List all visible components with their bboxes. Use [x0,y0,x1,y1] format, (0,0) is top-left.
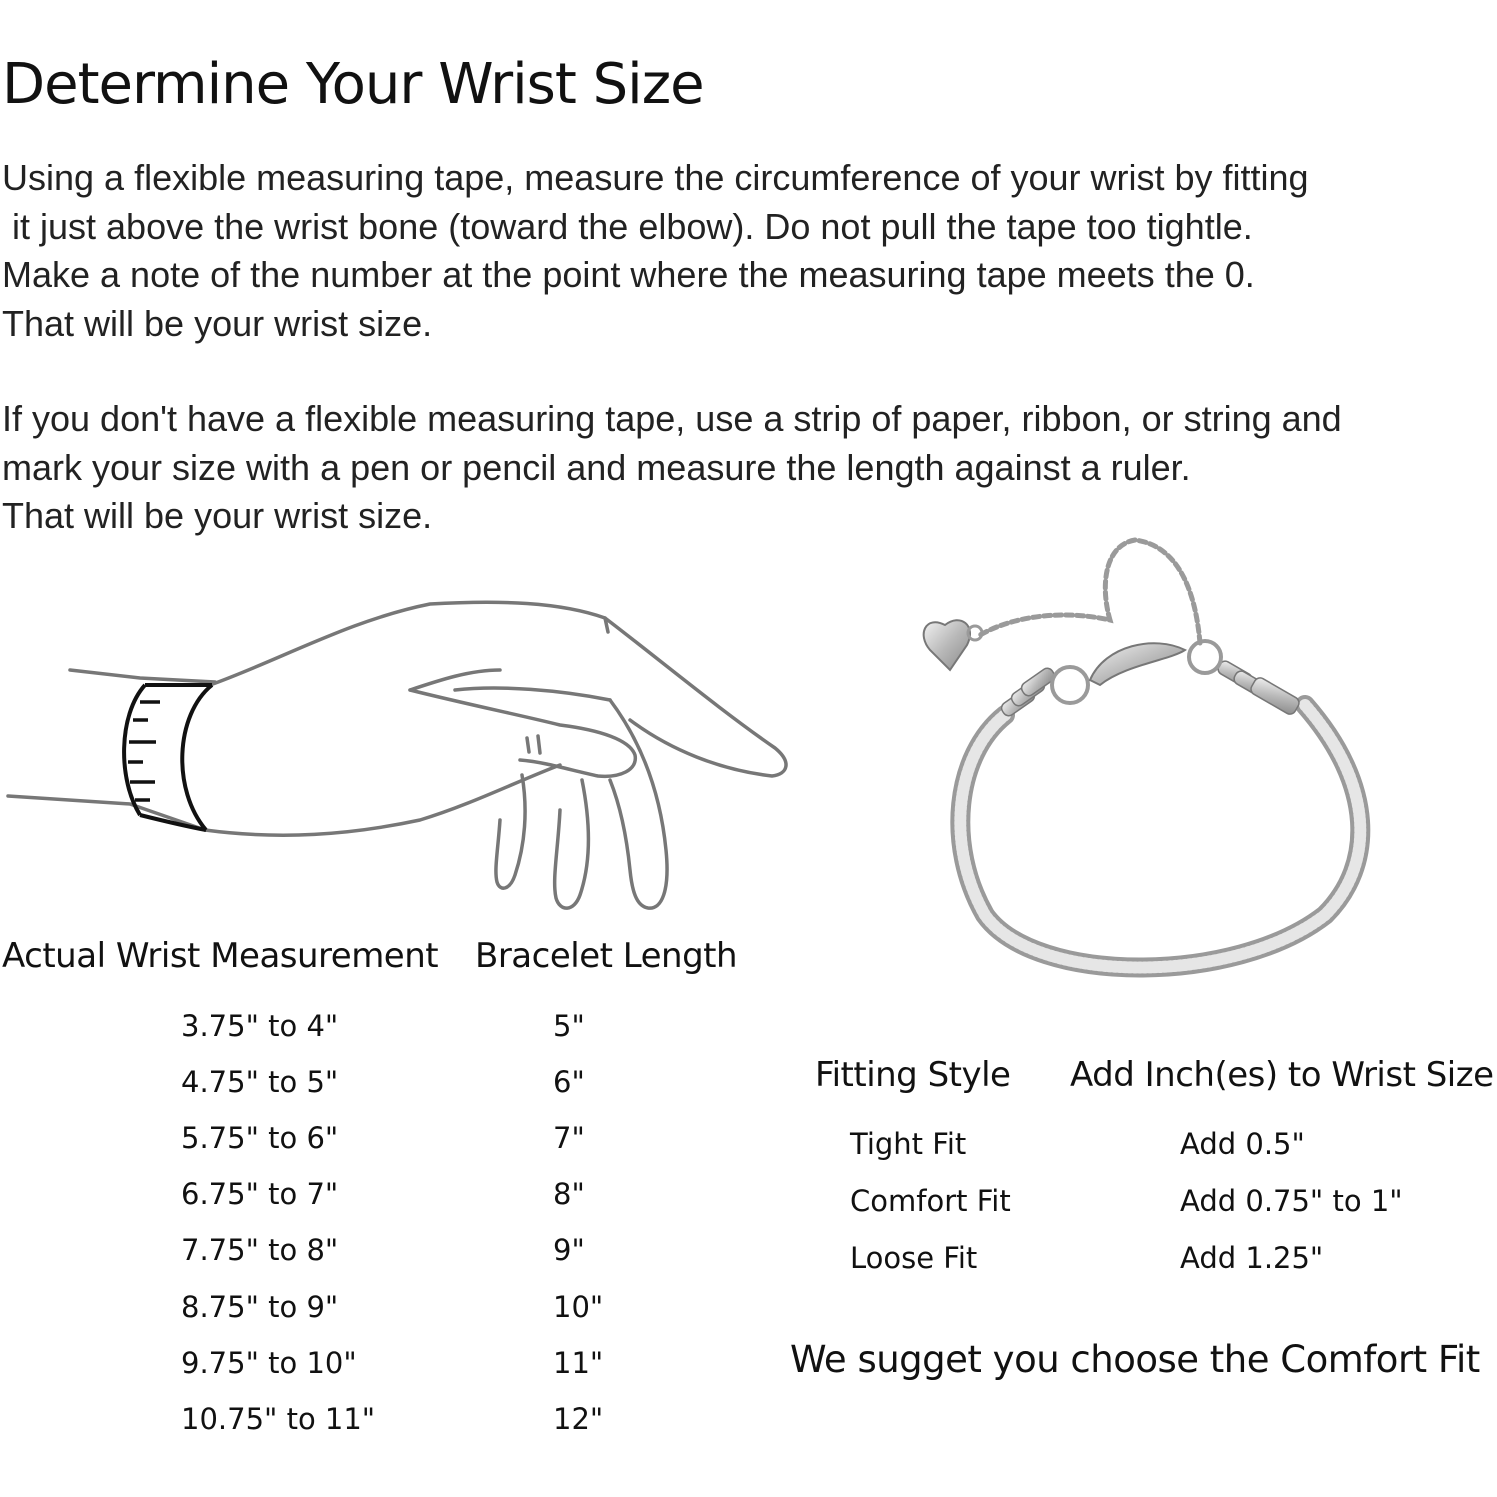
wrist-measurement-cell: 3.75" to 4" [181,1009,339,1043]
hand-with-measuring-tape-icon [0,590,800,920]
bracelet-length-cell: 6" [553,1065,585,1099]
comfort-fit-suggestion: We sugget you choose the Comfort Fit [790,1338,1480,1381]
instructions-paragraph-2 [2,395,1342,541]
bracelet-length-cell: 7" [553,1121,585,1155]
paragraph-line: Using a flexible measuring tape, measure the circumference of your wrist by fitting [2,157,1309,198]
paragraph-line: That will be your wrist size. [2,302,433,344]
fit-add-cell: Add 0.75" to 1" [1180,1184,1403,1218]
bracelet-length-cell: 11" [553,1346,604,1380]
paragraph-line: Make a note of the number at the point where the measuring tape meets the 0. [2,254,1255,295]
bracelet-length-cell: 9" [553,1233,585,1267]
column-header-length: Bracelet Length [475,936,738,976]
column-header-fitting-style: Fitting Style [815,1055,1011,1095]
paragraph-line: it just above the wrist bone (toward the elbow). Do not pull the tape too tightle. [2,205,1253,247]
snake-chain-bracelet-icon [905,525,1385,1005]
page-title: Determine Your Wrist Size [2,52,704,117]
fit-style-cell: Loose Fit [850,1241,978,1275]
wrist-measurement-cell: 10.75" to 11" [181,1402,376,1436]
column-header-add-inches: Add Inch(es) to Wrist Size [1070,1055,1494,1095]
wrist-measurement-cell: 4.75" to 5" [181,1065,339,1099]
bracelet-length-cell: 10" [553,1290,604,1324]
instructions-paragraph-1 [2,154,1309,348]
column-header-wrist: Actual Wrist Measurement [2,936,439,976]
fit-add-cell: Add 1.25" [1180,1241,1324,1275]
wrist-measurement-cell: 9.75" to 10" [181,1346,357,1380]
wrist-measurement-cell: 6.75" to 7" [181,1177,339,1211]
paragraph-line: If you don't have a flexible measuring tape, use a strip of paper, ribbon, or string and [2,398,1342,439]
paragraph-line: mark your size with a pen or pencil and measure the length against a ruler. [2,446,1191,488]
wrist-measurement-cell: 7.75" to 8" [181,1233,339,1267]
wrist-measurement-cell: 8.75" to 9" [181,1290,339,1324]
bracelet-length-cell: 8" [553,1177,585,1211]
fit-add-cell: Add 0.5" [1180,1127,1305,1161]
fit-style-cell: Comfort Fit [850,1184,1011,1218]
fit-style-cell: Tight Fit [850,1127,967,1161]
paragraph-line: That will be your wrist size. [2,495,433,536]
bracelet-length-cell: 5" [553,1009,585,1043]
wrist-measurement-cell: 5.75" to 6" [181,1121,339,1155]
bracelet-length-cell: 12" [553,1402,604,1436]
